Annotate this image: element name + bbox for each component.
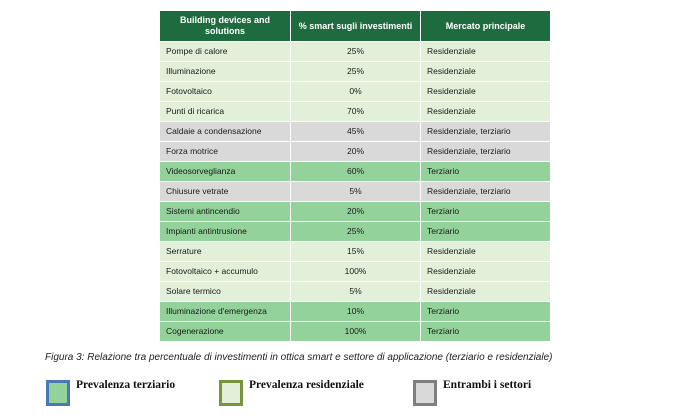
legend-label-terziario: Prevalenza terziario <box>76 379 176 391</box>
header-smart-percent: % smart sugli investimenti <box>291 11 421 42</box>
table-row <box>160 202 551 222</box>
cell-smart-percent: 25% <box>291 222 421 242</box>
table-row <box>160 162 551 182</box>
cell-market: Terziario <box>421 202 551 222</box>
table-row <box>160 282 551 302</box>
table-row <box>160 262 551 282</box>
table-row <box>160 182 551 202</box>
cell-smart-percent: 25% <box>291 42 421 62</box>
cell-market: Residenziale <box>421 42 551 62</box>
cell-device: Illuminazione <box>160 62 291 82</box>
cell-smart-percent: 5% <box>291 282 421 302</box>
table-row <box>160 242 551 262</box>
table-row <box>160 82 551 102</box>
cell-smart-percent: 10% <box>291 302 421 322</box>
legend-label-entrambi: Entrambi i settori <box>443 379 532 391</box>
table-row <box>160 302 551 322</box>
table-header-row <box>160 11 551 42</box>
cell-market: Terziario <box>421 322 551 342</box>
cell-market: Residenziale <box>421 282 551 302</box>
cell-device: Pompe di calore <box>160 42 291 62</box>
investment-table <box>159 10 551 342</box>
table-row <box>160 122 551 142</box>
cell-device: Impianti antintrusione <box>160 222 291 242</box>
cell-smart-percent: 100% <box>291 322 421 342</box>
cell-smart-percent: 15% <box>291 242 421 262</box>
figure-caption: Figura 3: Relazione tra percentuale di investimenti in ottica smart e settore di applicazione (terziario e residenziale) <box>45 352 553 363</box>
cell-device: Caldaie a condensazione <box>160 122 291 142</box>
cell-market: Terziario <box>421 162 551 182</box>
cell-device: Cogenerazione <box>160 322 291 342</box>
header-devices: Building devices and solutions <box>160 11 291 42</box>
cell-market: Residenziale <box>421 82 551 102</box>
legend-label-residenziale: Prevalenza residenziale <box>249 379 364 391</box>
cell-device: Sistemi antincendio <box>160 202 291 222</box>
cell-device: Fotovoltaico <box>160 82 291 102</box>
cell-market: Residenziale, terziario <box>421 122 551 142</box>
cell-market: Residenziale <box>421 102 551 122</box>
cell-device: Punti di ricarica <box>160 102 291 122</box>
table-row <box>160 222 551 242</box>
cell-device: Videosorveglianza <box>160 162 291 182</box>
table-row <box>160 42 551 62</box>
table-row <box>160 142 551 162</box>
cell-device: Forza motrice <box>160 142 291 162</box>
cell-market: Residenziale <box>421 62 551 82</box>
cell-smart-percent: 20% <box>291 142 421 162</box>
cell-smart-percent: 0% <box>291 82 421 102</box>
cell-device: Serrature <box>160 242 291 262</box>
cell-smart-percent: 5% <box>291 182 421 202</box>
cell-market: Residenziale, terziario <box>421 182 551 202</box>
cell-smart-percent: 25% <box>291 62 421 82</box>
legend-swatch-terziario <box>46 380 70 406</box>
cell-market: Residenziale <box>421 262 551 282</box>
cell-market: Residenziale <box>421 242 551 262</box>
table-row <box>160 62 551 82</box>
cell-market: Terziario <box>421 302 551 322</box>
legend-swatch-residenziale <box>219 380 243 406</box>
cell-device: Fotovoltaico + accumulo <box>160 262 291 282</box>
table-row <box>160 102 551 122</box>
cell-smart-percent: 45% <box>291 122 421 142</box>
cell-smart-percent: 20% <box>291 202 421 222</box>
cell-device: Illuminazione d'emergenza <box>160 302 291 322</box>
cell-smart-percent: 60% <box>291 162 421 182</box>
cell-device: Solare termico <box>160 282 291 302</box>
header-main-market: Mercato principale <box>421 11 551 42</box>
cell-device: Chiusure vetrate <box>160 182 291 202</box>
cell-smart-percent: 70% <box>291 102 421 122</box>
table-row <box>160 322 551 342</box>
cell-market: Terziario <box>421 222 551 242</box>
legend-swatch-entrambi <box>413 380 437 406</box>
cell-smart-percent: 100% <box>291 262 421 282</box>
cell-market: Residenziale, terziario <box>421 142 551 162</box>
